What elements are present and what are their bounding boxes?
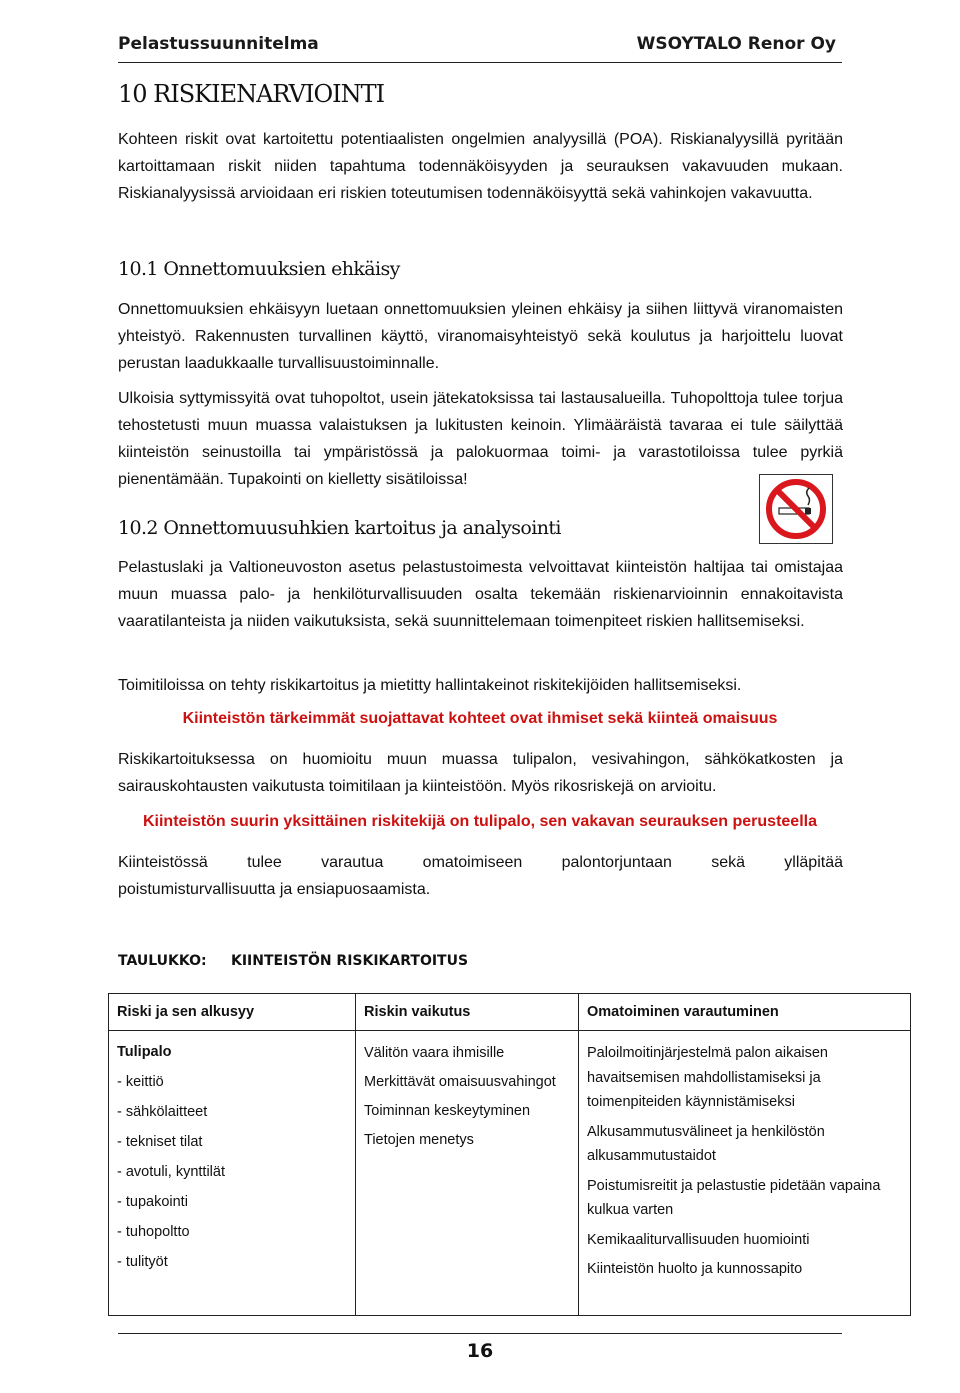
column-header-risk: Riski ja sen alkusyy (109, 994, 356, 1031)
page-header (118, 30, 842, 63)
list-item: Tulipalo (117, 1044, 172, 1060)
highlight-biggest-risk: Kiinteistön suurin yksittäinen riskitekijä on tulipalo, sen vakavan seurauksen perusteella (142, 813, 817, 830)
list-item: - keittiö (117, 1074, 164, 1090)
list-item: Tietojen menetys (364, 1132, 474, 1148)
effect-cell (356, 1031, 579, 1316)
list-item: - tupakointi (117, 1194, 188, 1210)
list-item: Merkittävät omaisuusvahingot (364, 1074, 556, 1090)
column-header-effect: Riskin vaikutus (356, 994, 579, 1031)
list-item: Välitön vaara ihmisille (364, 1045, 505, 1061)
risk-cell (109, 1031, 356, 1316)
table-caption-label: TAULUKKO: (118, 953, 207, 969)
section-10-1-paragraph-2: Ulkoisia syttymissyitä ovat tuhopoltot, usein jätekatoksissa tai lastausalueilla. Tuhopolttoja tulee torjua tehostetusti muun muassa valaistuksen ja lukitusten keinoin. Ylimääräistä tavaraa ei tule säilyttää kiinteistön seinustoilla tai ympäristössä ja palokuormaa toimi- ja varastotiloissa tulee pyrkiä pienentämään. Tupakointi on kielletty sisätiloissa! (118, 390, 843, 488)
list-item: Toiminnan keskeytyminen (364, 1103, 531, 1119)
list-item: Paloilmoitinjärjestelmä palon aikaisen havaitsemisen mahdollistamiseksi ja toimenpiteiden käynnistämiseksi (587, 1045, 828, 1110)
column-header-preparedness: Omatoiminen varautuminen (579, 994, 911, 1031)
header-company: WSOYTALO Renor Oy (636, 34, 836, 54)
list-item: - tulityöt (117, 1254, 168, 1270)
section-10-2-paragraph-4-line-1: Kiinteistössä tulee varautua omatoimiseen palontorjuntaan sekä ylläpitää (118, 854, 843, 871)
table-row (109, 1031, 911, 1316)
list-item: Kiinteistön huolto ja kunnossapito (587, 1261, 803, 1277)
section-10-2-paragraph-4-line-2: poistumisturvallisuutta ja ensiapuosaamista. (118, 881, 431, 898)
list-item: - avotuli, kynttilät (117, 1164, 225, 1180)
no-smoking-sign-icon (759, 474, 833, 544)
table-caption-title: KIINTEISTÖN RISKIKARTOITUS (231, 953, 469, 969)
footer-divider (118, 1333, 842, 1334)
page-number: 16 (466, 1340, 494, 1362)
section-10-1-heading: 10.1 Onnettomuuksien ehkäisy (118, 258, 400, 280)
list-item: - tuhopoltto (117, 1224, 190, 1240)
section-10-2-heading: 10.2 Onnettomuusuhkien kartoitus ja analysointi (118, 517, 561, 539)
section-10-2-paragraph-1: Pelastuslaki ja Valtioneuvoston asetus pelastustoimesta velvoittavat kiinteistön haltijaa tai omistajaa muun muassa palo- ja henkilöturvallisuuden osalta tekemään riskienarvioinnin ennakoitavista vaaratilanteista ja niiden vaikutuksista, sekä suunnittelemaan toimenpiteet riskien hallitsemiseksi. (118, 559, 843, 630)
list-item: Alkusammutusvälineet ja henkilöstön alkusammutustaidot (587, 1123, 825, 1164)
section-10-2-paragraph-3: Riskikartoituksessa on huomioitu muun muassa tulipalon, vesivahingon, sähkökatkosten ja sairauskohtausten vaikutusta toimitilaan ja kiinteistöön. Myös rikosriskejä on arvioitu. (118, 751, 843, 795)
preparedness-cell (579, 1031, 911, 1316)
risk-table (108, 993, 911, 1316)
section-10-1-paragraph-1: Onnettomuuksien ehkäisyyn luetaan onnettomuuksien yleinen ehkäisy ja siihen liittyvä viranomaisten yhteistyö. Rakennusten turvallinen käyttö, viranomaisyhteistyö sekä koulutus ja harjoittelu luovat perustan laadukkaalle turvallisuustoiminnalle. (118, 301, 843, 372)
list-item: Kemikaaliturvallisuuden huomiointi (587, 1231, 810, 1248)
highlight-protected-targets: Kiinteistön tärkeimmät suojattavat kohteet ovat ihmiset sekä kiinteä omaisuus (182, 710, 778, 727)
list-item: - sähkölaitteet (117, 1104, 208, 1120)
header-title: Pelastussuunnitelma (118, 34, 319, 54)
list-item: - tekniset tilat (117, 1134, 203, 1150)
list-item: Poistumisreitit ja pelastustie pidetään vapaina kulkua varten (587, 1177, 881, 1218)
section-10-2-paragraph-2: Toimitiloissa on tehty riskikartoitus ja mietitty hallintakeinot riskitekijöiden hallitsemiseksi. (118, 677, 742, 694)
table-header-row (109, 994, 911, 1031)
section-10-heading: 10 RISKIENARVIOINTI (118, 80, 385, 108)
section-10-paragraph: Kohteen riskit ovat kartoitettu potentiaalisten ongelmien analyysillä (POA). Riskianalyysillä pyritään kartoittamaan riskit niiden tapahtuma todennäköisyyden ja seurauksen vakavuuden mukaan. Riskianalyysissä arvioidaan eri riskien toteutumisen todennäköisyyttä sekä vahinkojen vakavuutta. (118, 131, 843, 202)
